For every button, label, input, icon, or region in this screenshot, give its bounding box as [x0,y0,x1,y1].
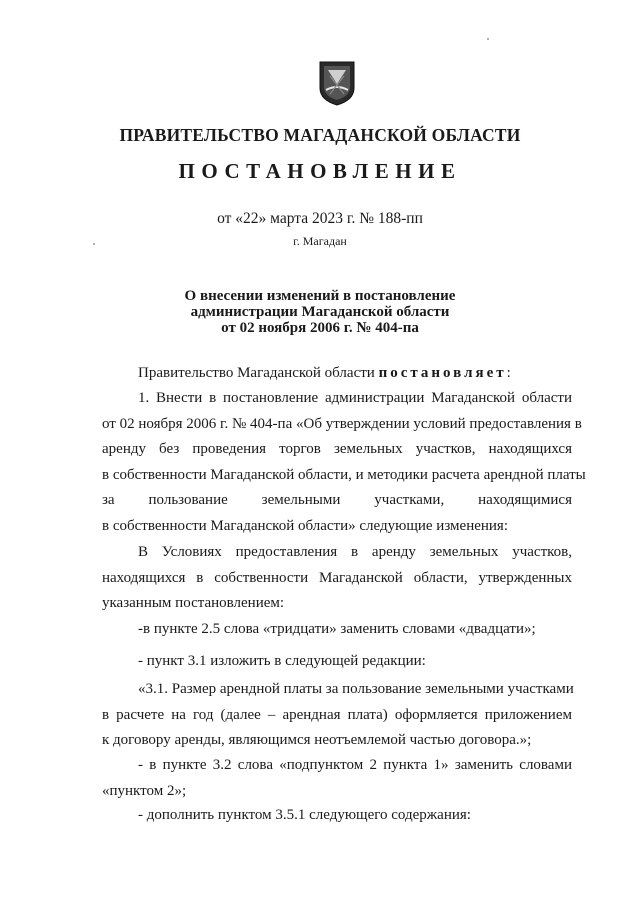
intro-suffix: : [506,365,511,381]
intro-prefix: Правительство Магаданской области [138,365,379,381]
paragraph-line: аренду без проведения торгов земельных участков, находящихся [102,441,572,457]
document-date-number: от «22» марта 2023 г. № 188-пп [217,210,423,227]
subject-line: администрации Магаданской области [190,304,450,320]
paragraph-line: в расчете на год (далее – арендная плата) оформляется приложением [102,706,572,723]
document-type-heading: ПОСТАНОВЛЕНИЕ [178,159,462,183]
document-subject [0,288,640,336]
subject-line: от 02 ноября 2006 г. № 404-па [221,320,419,336]
paragraph-line: - дополнить пунктом 3.5.1 следующего содержания: [138,807,471,823]
paragraph-line: к договору аренды, являющимся неотъемлемой частью договора.»; [102,732,532,748]
government-title: ПРАВИТЕЛЬСТВО МАГАДАНСКОЙ ОБЛАСТИ [119,125,521,145]
scan-artifact [93,243,95,245]
coat-of-arms-emblem-icon [318,60,356,106]
paragraph-point-3-5-1 [102,803,572,829]
paragraph-line: находящихся в собственности Магаданской области, утвержденных [102,569,572,586]
paragraph-line: от 02 ноября 2006 г. № 404-па «Об утверждении условий предоставления в [102,415,582,432]
scan-artifact [487,38,489,40]
paragraph-line: -в пункте 2.5 слова «тридцати» заменить словами «двадцати»; [138,621,536,637]
paragraph-line: В Условиях предоставления в аренду земельных участков, [138,544,572,560]
paragraph-item-1 [102,386,586,539]
paragraph-line: - в пункте 3.2 слова «подпунктом 2 пункта 1» заменить словами [138,757,572,773]
paragraph-line: 1. Внести в постановление администрации Магаданской области [138,390,572,406]
paragraph-line: за пользование земельными участками, находящимися [102,492,572,508]
paragraph-point-2-5 [102,617,572,643]
paragraph-line: - пункт 3.1 изложить в следующей редакции: [138,653,426,669]
paragraph-point-3-2 [102,753,572,804]
subject-line: О внесении изменений в постановление [184,288,456,304]
paragraph-line: указанным постановлением: [102,595,285,611]
paragraph-conditions [102,540,572,617]
paragraph-new-3-1 [102,677,572,754]
paragraph-point-3-1 [102,649,572,675]
intro-paragraph [102,361,572,387]
intro-keyword: постановляет [378,365,507,381]
document-city: г. Магадан [293,234,347,248]
paragraph-line: в собственности Магаданской области» следующие изменения: [102,517,509,534]
paragraph-line: в собственности Магаданской области, и методики расчета арендной платы [102,466,586,483]
paragraph-line: «пунктом 2»; [102,782,187,799]
paragraph-line: «3.1. Размер арендной платы за пользование земельными участками [138,681,574,697]
